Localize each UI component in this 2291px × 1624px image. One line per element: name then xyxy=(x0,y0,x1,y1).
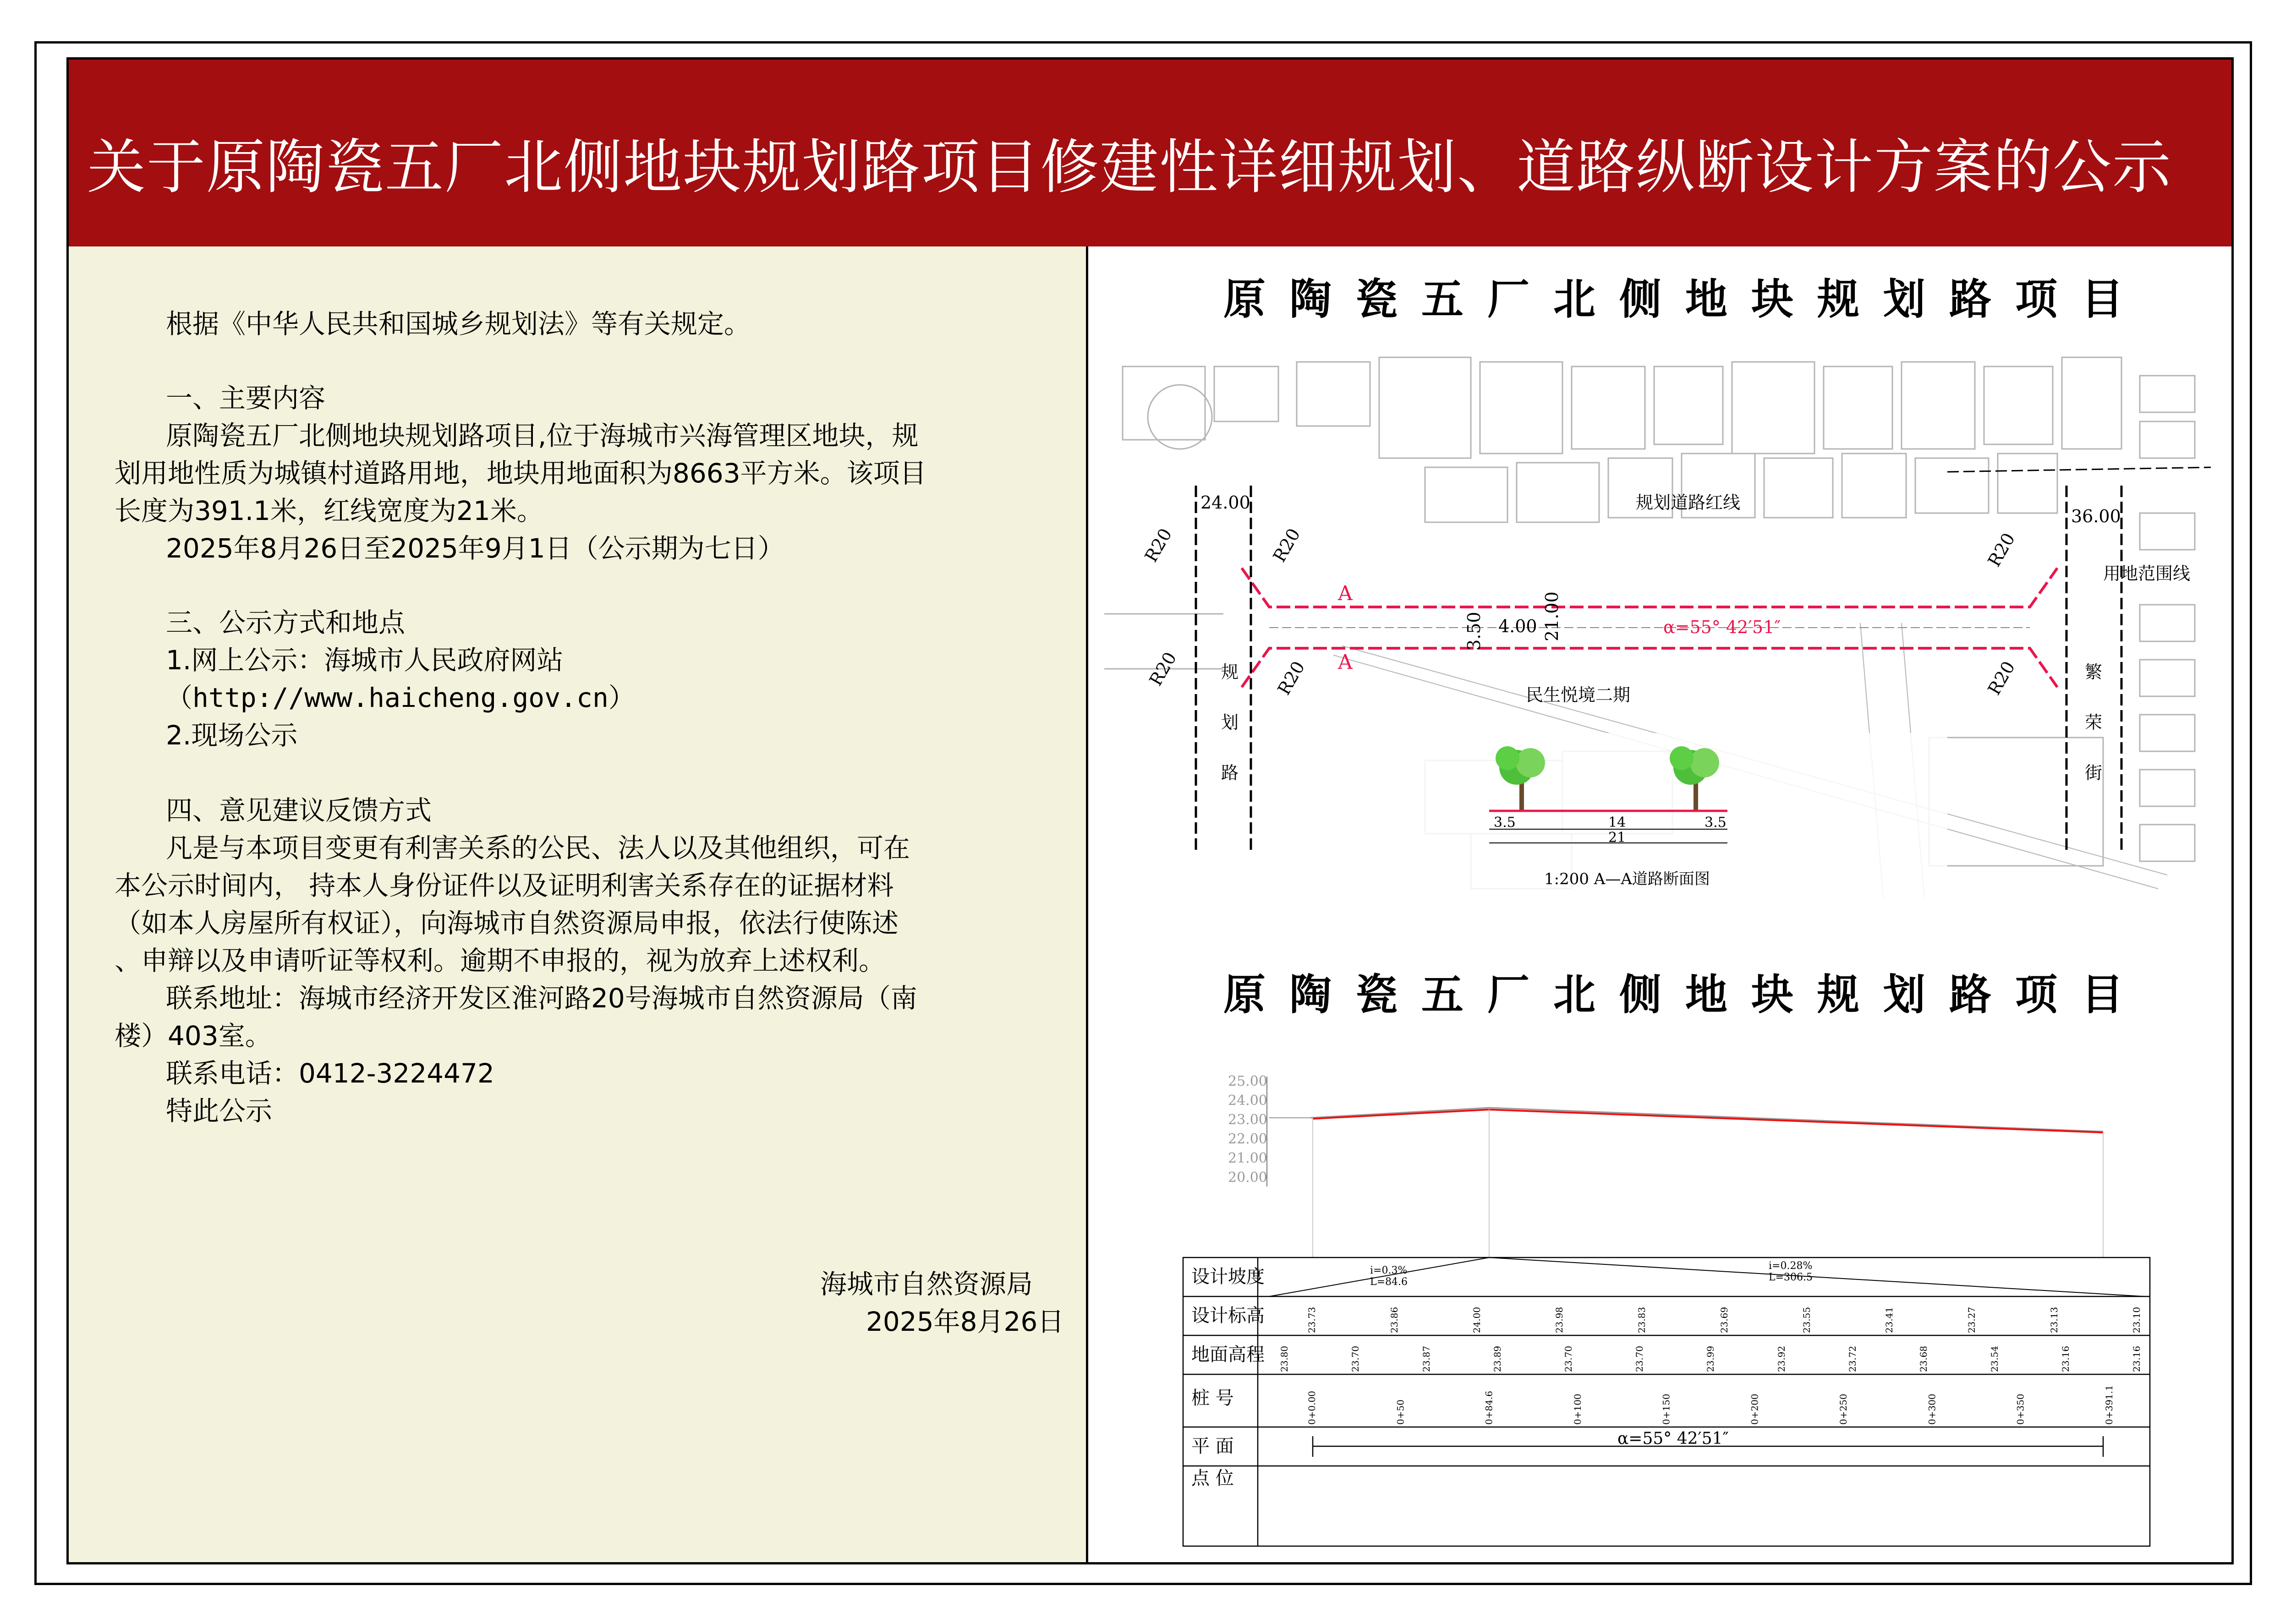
svg-text:20.00: 20.00 xyxy=(1228,1170,1267,1186)
section3-heading: 三、公示方式和地点 xyxy=(166,607,406,638)
label-boundary: 用地范围线 xyxy=(2103,563,2191,584)
section-dim-left: 3.5 xyxy=(1494,815,1516,831)
design-elevation-value: 23.69 xyxy=(1719,1307,1730,1333)
design-elevation-value: 24.00 xyxy=(1471,1307,1482,1333)
station-value: 0+150 xyxy=(1661,1394,1672,1425)
design-elevation-cells xyxy=(1306,1307,2142,1333)
section-mark-a2: A xyxy=(1338,651,1353,674)
contact-address: 联系地址：海城市经济开发区淮河路20号海城市自然资源局（南 xyxy=(166,983,917,1014)
radius-label-2: R20 xyxy=(1145,648,1181,689)
label-angle: α=55° 42′51″ xyxy=(1663,617,1781,637)
ground-elevation-value: 23.70 xyxy=(1563,1345,1574,1372)
section-dim-total: 21 xyxy=(1608,830,1626,846)
radius-label-4: R20 xyxy=(1273,657,1309,699)
ground-elevation-value: 23.72 xyxy=(1847,1345,1858,1372)
design-grade-line xyxy=(1313,1110,2103,1132)
ground-elevation-value: 23.87 xyxy=(1421,1345,1432,1372)
ground-elevation-value: 23.89 xyxy=(1492,1345,1503,1372)
ground-elevation-value: 23.92 xyxy=(1776,1345,1787,1372)
website-url: （http://www.haicheng.gov.cn） xyxy=(166,682,635,713)
ground-elevation-value: 23.80 xyxy=(1279,1345,1290,1372)
dim-left: 24.00 xyxy=(1200,492,1250,513)
section1-line2: 划用地性质为城镇村道路用地，地块用地面积为8663平方米。该项目 xyxy=(115,458,926,489)
contact-phone: 联系电话：0412-3224472 xyxy=(166,1058,494,1089)
station-value: 0+350 xyxy=(2015,1394,2026,1425)
section4-heading: 四、意见建议反馈方式 xyxy=(166,795,432,826)
section4-line3: （如本人房屋所有权证），向海城市自然资源局申报，依法行使陈述 xyxy=(115,908,899,939)
svg-text:桩 号: 桩 号 xyxy=(1191,1388,1234,1409)
design-elevation-value: 23.73 xyxy=(1306,1307,1317,1333)
section4-line4: 、申辩以及申请听证等权利。逾期不申报的，视为放弃上述权利。 xyxy=(115,945,886,976)
design-elevation-value: 23.83 xyxy=(1636,1307,1647,1333)
ground-elevation-cells xyxy=(1279,1346,2142,1372)
label-road-left: 规划路 xyxy=(1221,662,1239,783)
ground-elevation-value: 23.99 xyxy=(1705,1345,1716,1372)
section-inset xyxy=(1416,733,1947,898)
label-redline: 规划道路红线 xyxy=(1636,492,1741,513)
svg-text:23.00: 23.00 xyxy=(1228,1112,1267,1128)
elevation-ticks xyxy=(1228,1073,1267,1186)
dim-right: 36.00 xyxy=(2071,506,2121,526)
design-elevation-value: 23.27 xyxy=(1966,1307,1977,1333)
radius-label-3: R20 xyxy=(1269,525,1304,566)
station-value: 0+0.00 xyxy=(1306,1390,1317,1425)
dim-side: 3.50 xyxy=(1464,612,1484,651)
label-road-right: 繁荣街 xyxy=(2085,662,2103,783)
plan-map xyxy=(1104,348,2211,898)
online-publicity: 1.网上公示：海城市人民政府网站 xyxy=(166,645,564,676)
design-elevation-value: 23.98 xyxy=(1554,1307,1565,1333)
profile-angle: α=55° 42′51″ xyxy=(1617,1429,1729,1448)
station-value: 0+300 xyxy=(1926,1394,1938,1425)
svg-text:平 面: 平 面 xyxy=(1191,1436,1234,1457)
section1-line3: 长度为391.1米，红线宽度为21米。 xyxy=(115,495,543,526)
station-value: 0+50 xyxy=(1395,1400,1406,1425)
svg-text:L=306.5: L=306.5 xyxy=(1769,1272,1813,1283)
plan-map-title: 原陶瓷五厂北侧地块规划路项目 xyxy=(1223,275,2148,324)
label-community: 民生悦境二期 xyxy=(1526,685,1631,705)
profile-title: 原陶瓷五厂北侧地块规划路项目 xyxy=(1223,970,2148,1019)
svg-text:21.00: 21.00 xyxy=(1228,1150,1267,1166)
svg-text:设计坡度: 设计坡度 xyxy=(1191,1266,1265,1287)
svg-text:设计标高: 设计标高 xyxy=(1191,1305,1265,1326)
radius-label-5: R20 xyxy=(1984,529,2019,570)
section4-line1: 凡是与本项目变更有利害关系的公民、法人以及其他组织，可在 xyxy=(166,832,910,864)
onsite-publicity: 2.现场公示 xyxy=(166,720,298,751)
notice-intro: 根据《中华人民共和国城乡规划法》等有关规定。 xyxy=(166,308,751,339)
station-value: 0+100 xyxy=(1572,1394,1583,1425)
ground-elevation-value: 23.70 xyxy=(1634,1345,1645,1372)
dim-mid: 21.00 xyxy=(1542,591,1562,641)
signature-date: 2025年8月26日 xyxy=(866,1306,1064,1337)
section-mark-a1: A xyxy=(1338,582,1353,605)
station-value: 0+250 xyxy=(1838,1394,1849,1425)
section1-heading: 一、主要内容 xyxy=(166,383,326,414)
station-value: 0+391.1 xyxy=(2104,1385,2115,1425)
ground-elevation-value: 23.54 xyxy=(1989,1345,2000,1372)
svg-text:L=84.6: L=84.6 xyxy=(1370,1276,1408,1288)
station-value: 0+84.6 xyxy=(1483,1390,1495,1425)
notice-closing: 特此公示 xyxy=(166,1095,273,1126)
design-elevation-value: 23.86 xyxy=(1389,1307,1400,1333)
svg-text:地面高程: 地面高程 xyxy=(1191,1344,1265,1365)
station-value: 0+200 xyxy=(1749,1394,1760,1425)
svg-text:i=0.3%: i=0.3% xyxy=(1370,1265,1408,1276)
ground-elevation-value: 23.16 xyxy=(2131,1345,2142,1372)
ground-elevation-value: 23.16 xyxy=(2060,1345,2071,1372)
dim-lane: 4.00 xyxy=(1498,616,1537,636)
slope-labels xyxy=(1370,1260,1813,1288)
section1-line1: 原陶瓷五厂北侧地块规划路项目,位于海城市兴海管理区地块，规 xyxy=(166,420,919,451)
svg-text:点 位: 点 位 xyxy=(1191,1468,1234,1489)
section4-line2: 本公示时间内， 持本人身份证件以及证明利害关系存在的证据材料 xyxy=(115,870,894,901)
signature-org: 海城市自然资源局 xyxy=(820,1269,1033,1300)
page-title: 关于原陶瓷五厂北侧地块规划路项目修建性详细规划、道路纵断设计方案的公示 xyxy=(87,133,2172,202)
svg-text:25.00: 25.00 xyxy=(1228,1073,1267,1089)
radius-label-6: R20 xyxy=(1984,657,2019,699)
radius-label-1: R20 xyxy=(1140,525,1176,566)
notice-panel xyxy=(69,246,1088,1562)
station-cells xyxy=(1306,1385,2115,1425)
svg-text:24.00: 24.00 xyxy=(1228,1093,1267,1109)
design-elevation-value: 23.41 xyxy=(1884,1307,1895,1333)
design-elevation-value: 23.55 xyxy=(1801,1307,1812,1333)
section-caption: 1:200 A—A道路断面图 xyxy=(1544,870,1710,888)
row-labels xyxy=(1191,1266,1265,1489)
section-dim-right: 3.5 xyxy=(1705,815,1726,831)
ground-elevation-value: 23.68 xyxy=(1918,1345,1929,1372)
notice-period: 2025年8月26日至2025年9月1日（公示期为七日） xyxy=(166,533,784,564)
design-elevation-value: 23.10 xyxy=(2131,1307,2142,1333)
design-elevation-value: 23.13 xyxy=(2049,1307,2060,1333)
contact-address-cont: 楼）403室。 xyxy=(115,1020,272,1051)
svg-text:i=0.28%: i=0.28% xyxy=(1769,1260,1813,1272)
svg-text:22.00: 22.00 xyxy=(1228,1131,1267,1147)
section-dim-mid: 14 xyxy=(1608,815,1626,831)
profile-drawing xyxy=(1178,1072,2163,1548)
ground-elevation-value: 23.70 xyxy=(1350,1345,1361,1372)
